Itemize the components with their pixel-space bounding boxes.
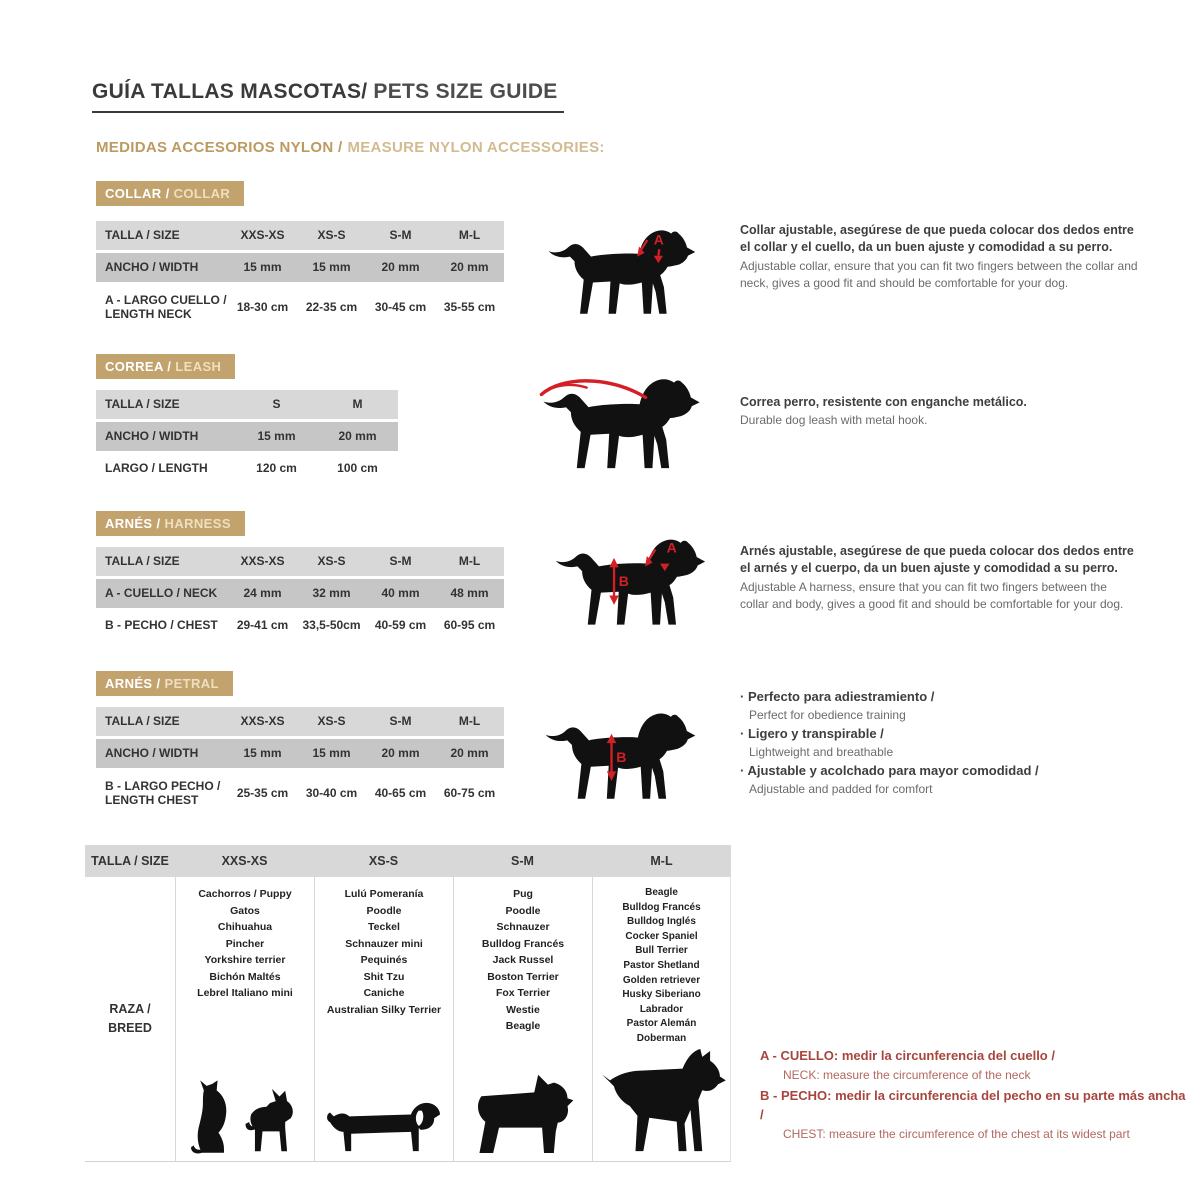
table-cell: 15 mm bbox=[312, 259, 351, 274]
harness-description bbox=[740, 543, 1138, 613]
table-cell: S-M bbox=[389, 713, 412, 728]
breed-name: Poodle bbox=[505, 904, 541, 917]
table-cell: ANCHO / WIDTH bbox=[105, 259, 199, 274]
breed-silhouettes-s-m bbox=[454, 1065, 592, 1155]
leash-desc-en: Durable dog leash with metal hook. bbox=[740, 413, 928, 428]
harness-table-neck-row bbox=[96, 579, 504, 608]
table-cell: 100 cm bbox=[337, 460, 378, 475]
breed-cell-m-l bbox=[592, 877, 731, 1161]
table-cell: A - CUELLO / NECK bbox=[105, 585, 218, 600]
breed-name: Fox Terrier bbox=[495, 987, 551, 999]
harness-table-chest-row bbox=[96, 611, 504, 640]
measuring-notes bbox=[760, 1046, 1192, 1145]
table-cell: 15 mm bbox=[243, 259, 282, 274]
harness-desc-en: Adjustable A harness, ensure that you can fit two fingers between the collar and body, gives a good fit and should be comfortable for your dog. bbox=[740, 579, 1124, 611]
breed-silhouettes-m-l bbox=[593, 1049, 730, 1155]
petral-bullet bbox=[740, 688, 1172, 724]
table-cell: XXS-XS bbox=[240, 227, 285, 242]
table-cell: TALLA / SIZE bbox=[91, 854, 169, 868]
table-cell: ANCHO / WIDTH bbox=[105, 428, 199, 443]
page-title-en: PETS SIZE GUIDE bbox=[373, 80, 558, 103]
leash-marks bbox=[541, 381, 645, 398]
breed-name: Lebrel Italiano mini bbox=[197, 987, 293, 999]
breed-name: Lulú Pomeranía bbox=[344, 888, 424, 900]
petral-bullet bbox=[740, 725, 1172, 761]
petral-table-width-row bbox=[96, 739, 504, 768]
table-cell: 48 mm bbox=[450, 585, 489, 600]
table-cell: ANCHO / WIDTH bbox=[105, 745, 199, 760]
table-cell: S-M bbox=[389, 553, 412, 568]
dog-silhouette bbox=[549, 230, 696, 313]
table-cell: M-L bbox=[650, 854, 673, 868]
leash-table-width-row bbox=[96, 422, 398, 451]
bullet-es: · Perfecto para adiestramiento / bbox=[740, 688, 1172, 707]
breed-name: Golden retriever bbox=[622, 974, 701, 986]
dachshund-silhouette bbox=[325, 1099, 443, 1155]
leash-badge-es: CORREA / bbox=[105, 359, 172, 374]
table-cell: TALLA / SIZE bbox=[105, 713, 180, 728]
breed-name: Beagle bbox=[645, 887, 678, 898]
breed-name: Australian Silky Terrier bbox=[326, 1003, 442, 1016]
page-subtitle-es: MEDIDAS ACCESORIOS NYLON / bbox=[96, 139, 343, 156]
breed-name: Husky Siberiano bbox=[622, 989, 701, 1001]
bullet-en: Perfect for obedience training bbox=[749, 707, 906, 722]
bullet-es: · Ligero y transpirable / bbox=[740, 725, 1172, 744]
breed-name: Bulldog Francés bbox=[481, 937, 565, 950]
breed-name: Jack Russel bbox=[492, 954, 554, 966]
table-cell: B - LARGO PECHO / LENGTH CHEST bbox=[105, 778, 221, 807]
breed-list-m-l bbox=[622, 886, 700, 1047]
measure-letter-b: B bbox=[616, 749, 627, 765]
table-cell: 40 mm bbox=[381, 585, 420, 600]
breed-name: Pequinés bbox=[360, 954, 408, 966]
schnauzer-silhouette bbox=[471, 1065, 575, 1155]
table-cell: 120 cm bbox=[256, 460, 297, 475]
dog-silhouette bbox=[543, 379, 699, 468]
breed-name: Teckel bbox=[368, 921, 400, 933]
bullet-en: Adjustable and padded for comfort bbox=[749, 782, 933, 797]
leash-desc-es: Correa perro, resistente con enganche metálico. bbox=[740, 395, 1027, 409]
petral-table-chest-row bbox=[96, 771, 504, 816]
breed-name: Yorkshire terrier bbox=[204, 954, 286, 966]
table-cell: XS-S bbox=[368, 854, 399, 868]
breed-row-label-line2: BREED bbox=[108, 1021, 152, 1035]
collar-dog-diagram bbox=[543, 217, 700, 323]
harness-table-header-row bbox=[96, 547, 504, 576]
breed-size-table bbox=[85, 845, 731, 1162]
breed-row-label bbox=[85, 877, 175, 1161]
breed-name: Pug bbox=[513, 888, 533, 900]
breed-cell-s-m bbox=[453, 877, 592, 1161]
breed-table-body bbox=[85, 877, 731, 1162]
doberman-silhouette bbox=[598, 1049, 726, 1155]
petral-feature-list bbox=[740, 688, 1172, 800]
breed-name: Pincher bbox=[225, 937, 265, 950]
table-cell: B - PECHO / CHEST bbox=[105, 617, 218, 632]
breed-cell-xxs-xs bbox=[175, 877, 314, 1161]
collar-badge-es: COLLAR / bbox=[105, 186, 170, 201]
harness-desc-es: Arnés ajustable, asegúrese de que pueda colocar dos dedos entre el arnés y el cuerpo, da un buen ajuste y comodidad a su perro. bbox=[740, 544, 1134, 576]
table-cell: 32 mm bbox=[312, 585, 351, 600]
breed-name: Bichón Maltés bbox=[209, 970, 281, 983]
page-title bbox=[92, 80, 564, 113]
collar-table-neck-row bbox=[96, 285, 504, 330]
table-cell: 22-35 cm bbox=[305, 299, 358, 314]
table-cell: 15 mm bbox=[257, 428, 296, 443]
collar-badge-en: COLLAR bbox=[173, 186, 231, 201]
breed-name: Schnauzer bbox=[496, 921, 550, 933]
breed-list-xs-s bbox=[327, 886, 441, 1018]
breed-list-xxs-xs bbox=[197, 886, 293, 1002]
breed-name: Pastor Shetland bbox=[623, 959, 700, 971]
breed-cell-xs-s bbox=[314, 877, 453, 1161]
table-cell: M-L bbox=[458, 713, 481, 728]
breed-name: Cachorros / Puppy bbox=[198, 888, 292, 900]
table-cell: 24 mm bbox=[243, 585, 282, 600]
harness-badge-en: HARNESS bbox=[164, 516, 231, 531]
table-cell: 15 mm bbox=[243, 745, 282, 760]
leash-size-table bbox=[96, 390, 398, 486]
table-cell: A - LARGO CUELLO / LENGTH NECK bbox=[105, 292, 227, 321]
table-cell: 30-40 cm bbox=[305, 785, 358, 800]
breed-silhouettes-xxs-xs bbox=[176, 1079, 314, 1155]
page-subtitle bbox=[96, 139, 605, 156]
breed-name: Doberman bbox=[636, 1032, 687, 1044]
breed-name: Bulldog Francés bbox=[622, 901, 701, 913]
note-neck-en: NECK: measure the circumference of the neck bbox=[783, 1067, 1031, 1082]
breed-name: Beagle bbox=[505, 1020, 541, 1032]
breed-name: Gatos bbox=[230, 904, 260, 917]
table-cell: 15 mm bbox=[312, 745, 351, 760]
table-cell: 40-59 cm bbox=[374, 617, 427, 632]
table-cell: 30-45 cm bbox=[374, 299, 427, 314]
breed-silhouettes-xs-s bbox=[315, 1099, 453, 1155]
leash-badge-en: LEASH bbox=[175, 359, 222, 374]
breed-table-header bbox=[85, 845, 731, 877]
table-cell: M-L bbox=[458, 227, 481, 242]
note-neck bbox=[760, 1046, 1192, 1084]
breed-name: Bull Terrier bbox=[635, 945, 688, 957]
breed-name: Cocker Spaniel bbox=[625, 930, 698, 942]
petral-size-table bbox=[96, 707, 504, 819]
collar-size-table bbox=[96, 221, 504, 333]
breed-list-s-m bbox=[482, 886, 564, 1035]
petral-table-header-row bbox=[96, 707, 504, 736]
breed-name: Pastor Alemán bbox=[626, 1018, 697, 1030]
petral-bullet bbox=[740, 762, 1172, 798]
table-cell: XS-S bbox=[317, 553, 346, 568]
table-cell: 20 mm bbox=[450, 745, 489, 760]
collar-section-badge bbox=[96, 181, 244, 206]
table-cell: XXS-XS bbox=[240, 553, 285, 568]
measure-letter-a: A bbox=[653, 231, 664, 248]
table-cell: S-M bbox=[511, 854, 534, 868]
table-cell: TALLA / SIZE bbox=[105, 396, 180, 411]
bullet-es: · Ajustable y acolchado para mayor comodidad / bbox=[740, 762, 1172, 781]
table-cell: XXS-XS bbox=[240, 713, 285, 728]
table-cell: M-L bbox=[458, 553, 481, 568]
table-cell: 20 mm bbox=[338, 428, 377, 443]
petral-badge-es: ARNÉS / bbox=[105, 676, 161, 691]
leash-dog-diagram bbox=[537, 365, 705, 478]
breed-name: Shit Tzu bbox=[363, 970, 405, 983]
table-cell: 60-95 cm bbox=[443, 617, 496, 632]
table-cell: TALLA / SIZE bbox=[105, 227, 180, 242]
table-cell: 33,5-50cm bbox=[302, 617, 361, 632]
breed-name: Caniche bbox=[363, 987, 405, 999]
breed-name: Chihuahua bbox=[217, 921, 273, 933]
table-cell: 20 mm bbox=[450, 259, 489, 274]
chihuahua-silhouette bbox=[243, 1087, 299, 1155]
leash-section-badge bbox=[96, 354, 235, 379]
breed-name: Schnauzer mini bbox=[345, 937, 423, 950]
table-cell: S bbox=[272, 396, 281, 411]
cat-silhouette bbox=[191, 1079, 235, 1155]
page-subtitle-en: MEASURE NYLON ACCESSORIES: bbox=[347, 139, 605, 156]
table-cell: XS-S bbox=[317, 713, 346, 728]
harness-dog-diagram bbox=[550, 526, 710, 634]
table-cell: 20 mm bbox=[381, 259, 420, 274]
leash-table-header-row bbox=[96, 390, 398, 419]
collar-table-width-row bbox=[96, 253, 504, 282]
petral-dog-diagram bbox=[540, 699, 700, 809]
note-chest bbox=[760, 1086, 1192, 1143]
leash-table-length-row bbox=[96, 454, 398, 483]
table-cell: XXS-XS bbox=[221, 854, 268, 868]
note-chest-en: CHEST: measure the circumference of the chest at its widest part bbox=[783, 1126, 1130, 1141]
collar-table-header-row bbox=[96, 221, 504, 250]
bullet-en: Lightweight and breathable bbox=[749, 745, 894, 760]
measure-letter-b: B bbox=[618, 573, 629, 590]
note-chest-es: B - PECHO: medir la circunferencia del pecho en su parte más ancha / bbox=[760, 1087, 1186, 1122]
breed-name: Bulldog Inglés bbox=[627, 916, 696, 928]
table-cell: 25-35 cm bbox=[236, 785, 289, 800]
table-cell: 40-65 cm bbox=[374, 785, 427, 800]
breed-name: Labrador bbox=[639, 1003, 684, 1015]
harness-section-badge bbox=[96, 511, 245, 536]
collar-desc-es: Collar ajustable, asegúrese de que pueda colocar dos dedos entre el collar y el cuello, da un buen ajuste y comodidad a su perro. bbox=[740, 223, 1134, 255]
table-cell: 18-30 cm bbox=[236, 299, 289, 314]
dog-silhouette bbox=[556, 540, 705, 625]
harness-size-table bbox=[96, 547, 504, 643]
note-neck-es: A - CUELLO: medir la circunferencia del cuello / bbox=[760, 1048, 1055, 1063]
page-title-es: GUÍA TALLAS MASCOTAS/ bbox=[92, 80, 368, 103]
table-cell: XS-S bbox=[317, 227, 346, 242]
petral-section-badge bbox=[96, 671, 233, 696]
collar-desc-en: Adjustable collar, ensure that you can fit two fingers between the collar and neck, gives a good fit and should be comfortable for your dog. bbox=[740, 258, 1138, 290]
table-cell: 35-55 cm bbox=[443, 299, 496, 314]
table-cell: S-M bbox=[389, 227, 412, 242]
measure-letter-a: A bbox=[666, 539, 677, 556]
breed-name: Boston Terrier bbox=[487, 970, 559, 983]
table-cell: 29-41 cm bbox=[236, 617, 289, 632]
harness-badge-es: ARNÉS / bbox=[105, 516, 161, 531]
breed-name: Westie bbox=[506, 1003, 540, 1016]
leash-description bbox=[740, 394, 1138, 429]
table-cell: 60-75 cm bbox=[443, 785, 496, 800]
table-cell: M bbox=[352, 396, 363, 411]
breed-row-label-line1: RAZA / bbox=[109, 1002, 151, 1017]
table-cell: 20 mm bbox=[381, 745, 420, 760]
table-cell: LARGO / LENGTH bbox=[105, 460, 208, 475]
petral-badge-en: PETRAL bbox=[164, 676, 219, 691]
breed-name: Poodle bbox=[366, 904, 402, 917]
collar-description bbox=[740, 222, 1138, 292]
table-cell: TALLA / SIZE bbox=[105, 553, 180, 568]
